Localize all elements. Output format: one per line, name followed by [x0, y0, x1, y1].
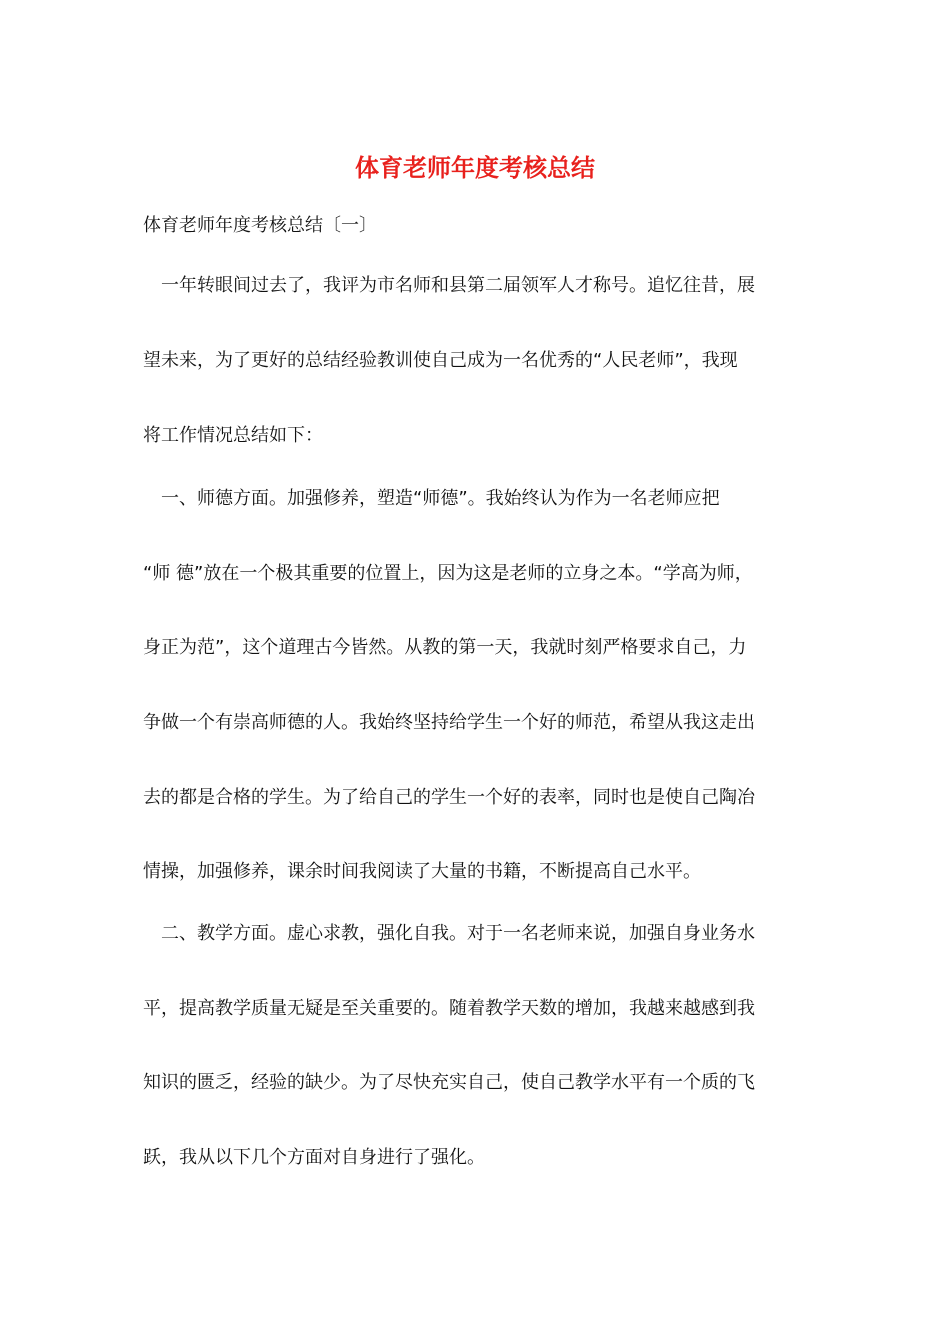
document-title: 体育老师年度考核总结 [355, 153, 595, 182]
paragraph-line: 情操，加强修养，课余时间我阅读了大量的书籍，不断提高自己水平。 [143, 861, 701, 882]
paragraph-line: 去的都是合格的学生。为了给自己的学生一个好的表率，同时也是使自己陶冶 [143, 787, 755, 808]
paragraph-line: 将工作情况总结如下： [143, 425, 323, 446]
paragraph-line: 一年转眼间过去了，我评为市名师和县第二届领军人才称号。追忆往昔，展 [143, 275, 755, 296]
paragraph-line: 争做一个有崇高师德的人。我始终坚持给学生一个好的师范，希望从我这走出 [143, 712, 755, 733]
paragraph-line: “师 德”放在一个极其重要的位置上，因为这是老师的立身之本。“学高为师， [143, 563, 753, 584]
paragraph-line: 知识的匮乏，经验的缺少。为了尽快充实自己，使自己教学水平有一个质的飞 [143, 1072, 755, 1093]
paragraph-line: 望未来，为了更好的总结经验教训使自己成为一名优秀的“人民老师”，我现 [143, 350, 738, 371]
paragraph-line: 一、师德方面。加强修养，塑造“师德”。我始终认为作为一名老师应把 [143, 488, 720, 509]
paragraph-line: 跃，我从以下几个方面对自身进行了强化。 [143, 1147, 485, 1168]
section-subtitle: 体育老师年度考核总结〔一〕 [143, 215, 377, 236]
paragraph-line: 平，提高教学质量无疑是至关重要的。随着教学天数的增加，我越来越感到我 [143, 998, 755, 1019]
paragraph-line: 身正为范”，这个道理古今皆然。从教的第一天，我就时刻严格要求自己，力 [143, 637, 747, 658]
paragraph-line: 二、教学方面。虚心求教，强化自我。对于一名老师来说，加强自身业务水 [143, 923, 755, 944]
